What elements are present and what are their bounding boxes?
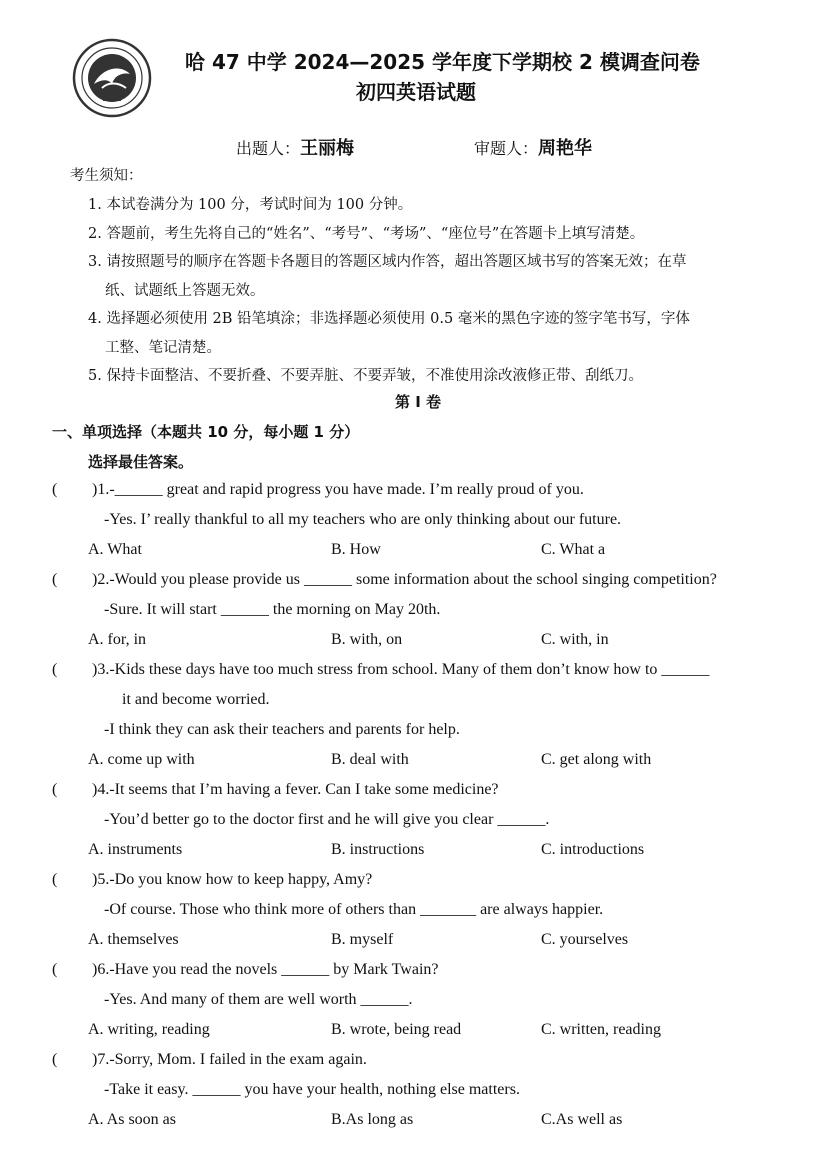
option-c: C. written, reading <box>541 1021 661 1038</box>
question-line: -Sure. It will start ______ the morning on May 20th. <box>104 601 441 618</box>
reviewer-label: 审题人： <box>474 139 539 158</box>
notice-item-cont: 工整、笔记清楚。 <box>105 340 221 356</box>
answer-paren: ( <box>52 781 58 798</box>
author-name: 王丽梅 <box>300 138 355 159</box>
answer-paren: ( <box>52 871 58 888</box>
option-a: A. for, in <box>88 631 147 648</box>
notice-item: 5. 保持卡面整洁、不要折叠、不要弄脏、不要弄皱，不准使用涂改液修正带、刮纸刀。 <box>88 368 643 384</box>
school-logo <box>72 38 152 118</box>
answer-paren: ( <box>52 481 58 498</box>
question-prompt: )2.-Would you please provide us ______ some information about the school singing competition? <box>92 571 717 588</box>
notice-item: 3. 请按照题号的顺序在答题卡各题目的答题区域内作答，超出答题区域书写的答案无效；在草 <box>88 254 687 270</box>
section-instruction: 选择最佳答案。 <box>88 453 194 471</box>
notice-item: 2. 答题前，考生先将自己的“姓名”、“考号”、“考场”、“座位号”在答题卡上填写清楚。 <box>88 226 645 242</box>
question-line: -Take it easy. ______ you have your health, nothing else matters. <box>104 1081 520 1098</box>
option-b: B. deal with <box>331 751 409 768</box>
option-b: B. myself <box>331 931 394 948</box>
question-line: -Yes. I’ really thankful to all my teachers who are only thinking about our future. <box>104 511 622 528</box>
author-label: 出题人： <box>236 139 301 158</box>
question-prompt: )5.-Do you know how to keep happy, Amy? <box>92 871 373 888</box>
exam-subtitle: 初四英语试题 <box>356 80 476 104</box>
answer-paren: ( <box>52 571 58 588</box>
option-a: A. What <box>88 541 142 558</box>
reviewer-line <box>474 134 592 160</box>
question-line: -Yes. And many of them are well worth ______. <box>104 991 413 1008</box>
author-line <box>236 134 354 160</box>
option-c: C. What a <box>541 541 606 558</box>
option-a: A. As soon as <box>88 1111 177 1128</box>
volume-label: 第 I 卷 <box>395 393 442 411</box>
option-c: C. yourselves <box>541 931 629 948</box>
option-a: A. themselves <box>88 931 179 948</box>
option-c: C. with, in <box>541 631 609 648</box>
option-a: A. come up with <box>88 751 195 768</box>
notice-heading: 考生须知： <box>70 168 143 184</box>
question-prompt: )4.-It seems that I’m having a fever. Can I take some medicine? <box>92 781 499 798</box>
answer-paren: ( <box>52 661 58 678</box>
option-a: A. instruments <box>88 841 183 858</box>
option-b: B.As long as <box>331 1111 414 1128</box>
question-prompt: )6.-Have you read the novels ______ by Mark Twain? <box>92 961 439 978</box>
question-line: -I think they can ask their teachers and parents for help. <box>104 721 460 738</box>
option-c: C. introductions <box>541 841 645 858</box>
option-b: B. How <box>331 541 381 558</box>
option-c: C.As well as <box>541 1111 623 1128</box>
answer-paren: ( <box>52 1051 58 1068</box>
option-b: B. with, on <box>331 631 403 648</box>
question-prompt: )3.-Kids these days have too much stress from school. Many of them don’t know how to ______ <box>92 661 710 678</box>
question-line: -Of course. Those who think more of others than _______ are always happier. <box>104 901 604 918</box>
question-prompt: )1.-______ great and rapid progress you have made. I’m really proud of you. <box>92 481 584 498</box>
question-line: -You’d better go to the doctor first and he will give you clear ______. <box>104 811 550 828</box>
answer-paren: ( <box>52 961 58 978</box>
option-b: B. wrote, being read <box>331 1021 462 1038</box>
exam-title: 哈 47 中学 2024—2025 学年度下学期校 2 模调查问卷 <box>185 50 700 74</box>
notice-item-cont: 纸、试题纸上答题无效。 <box>105 283 265 299</box>
question-prompt-cont: it and become worried. <box>122 691 270 708</box>
option-c: C. get along with <box>541 751 652 768</box>
option-b: B. instructions <box>331 841 425 858</box>
question-prompt: )7.-Sorry, Mom. I failed in the exam again. <box>92 1051 367 1068</box>
option-a: A. writing, reading <box>88 1021 210 1038</box>
reviewer-name: 周艳华 <box>538 138 593 159</box>
notice-item: 4. 选择题必须使用 2B 铅笔填涂；非选择题必须使用 0.5 毫米的黑色字迹的签字笔书写，字体 <box>88 311 690 327</box>
section-title: 一、单项选择（本题共 10 分，每小题 1 分） <box>52 423 360 441</box>
notice-item: 1. 本试卷满分为 100 分，考试时间为 100 分钟。 <box>88 197 413 213</box>
